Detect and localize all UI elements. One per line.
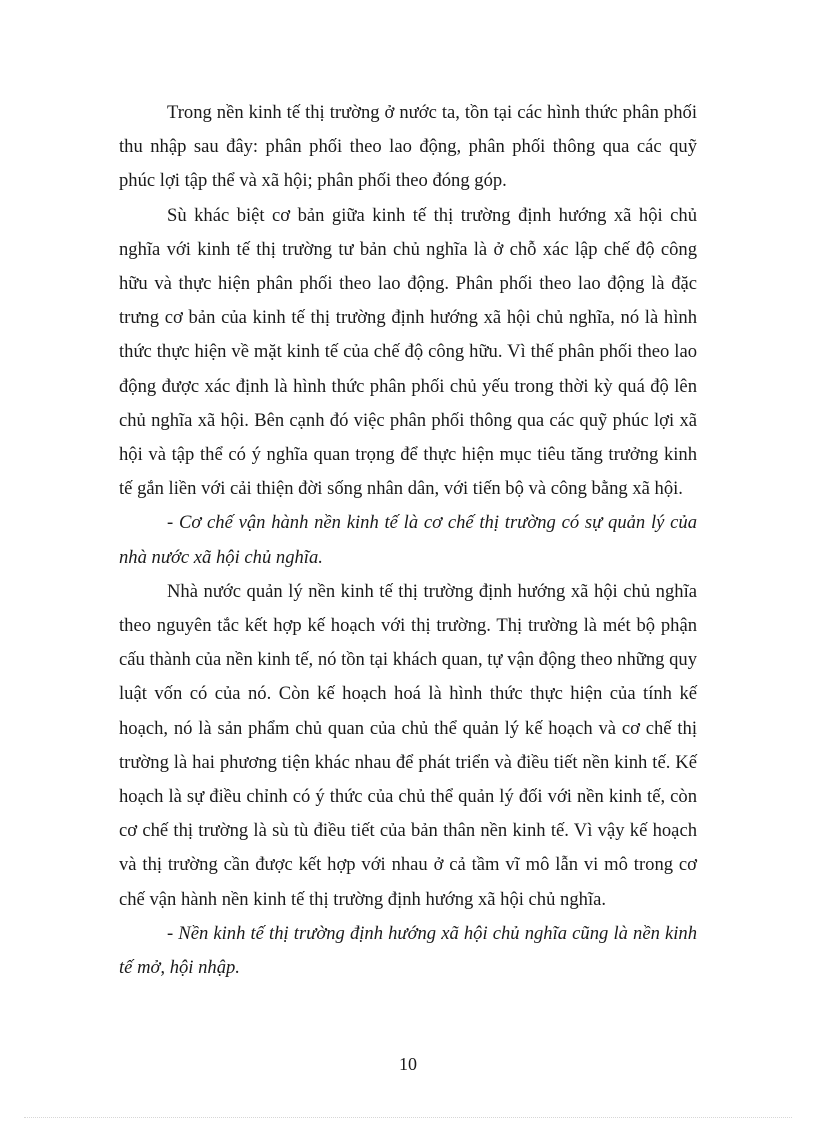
paragraph-operating-mechanism-heading: - Cơ chế vận hành nền kinh tế là cơ chế thị trường có sự quản lý của nhà nước xã hội chủ nghĩa. — [119, 512, 697, 568]
document-body — [119, 96, 697, 985]
page-number: 10 — [399, 1054, 417, 1074]
paragraph-state-management: Nhà nước quản lý nền kinh tế thị trường định hướng xã hội chủ nghĩa theo nguyên tắc kết hợp kế hoạch với thị trường. Thị trường là mét bộ phận cấu thành của nền kinh tế, nó tồn tại khách quan, tự vận động theo những quy luật vốn có của nó. Còn kế hoạch hoá là hình thức thực hiện của tính kế hoạch, nó là sản phẩm chủ quan của chủ thể quản lý kế hoạch và cơ chế thị trường là hai phương tiện khác nhau để phát triển và điều tiết nền kinh tế. Kế hoạch là sự điều chỉnh có ý thức của chủ thể quản lý đối với nền kinh tế, còn cơ chế thị trường là sù tù điều tiết của bản thân nền kinh tế. Vì vậy kế hoạch và thị trường cần được kết hợp với nhau ở cả tầm vĩ mô lẫn vi mô trong cơ chế vận hành nền kinh tế thị trường định hướng xã hội chủ nghĩa. — [119, 580, 697, 910]
paragraph-income-distribution: Trong nền kinh tế thị trường ở nước ta, tồn tại các hình thức phân phối thu nhập sau đây: phân phối theo lao động, phân phối thông qua các quỹ phúc lợi tập thể và xã hội; phân phối theo đóng góp. — [119, 102, 697, 192]
paragraph-market-economy-difference: Sù khác biệt cơ bản giữa kinh tế thị trường định hướng xã hội chủ nghĩa với kinh tế thị trường tư bản chủ nghĩa là ở chỗ xác lập chế độ công hữu và thực hiện phân phối theo lao động. Phân phối theo lao động là đặc trưng cơ bản của kinh tế thị trường định hướng xã hội chủ nghĩa, nó là hình thức thực hiện về mặt kinh tế của chế độ công hữu. Vì thế phân phối theo lao động được xác định là hình thức phân phối chủ yếu trong thời kỳ quá độ lên chủ nghĩa xã hội. Bên cạnh đó việc phân phối thông qua các quỹ phúc lợi xã hội và tập thể có ý nghĩa quan trọng để thực hiện mục tiêu tăng trưởng kinh tế gắn liền với cải thiện đời sống nhân dân, với tiến bộ và công bằng xã hội. — [119, 204, 697, 500]
page-bottom-divider — [24, 1117, 792, 1118]
paragraph-open-economy-heading: - Nền kinh tế thị trường định hướng xã hội chủ nghĩa cũng là nền kinh tế mở, hội nhập. — [119, 922, 697, 979]
